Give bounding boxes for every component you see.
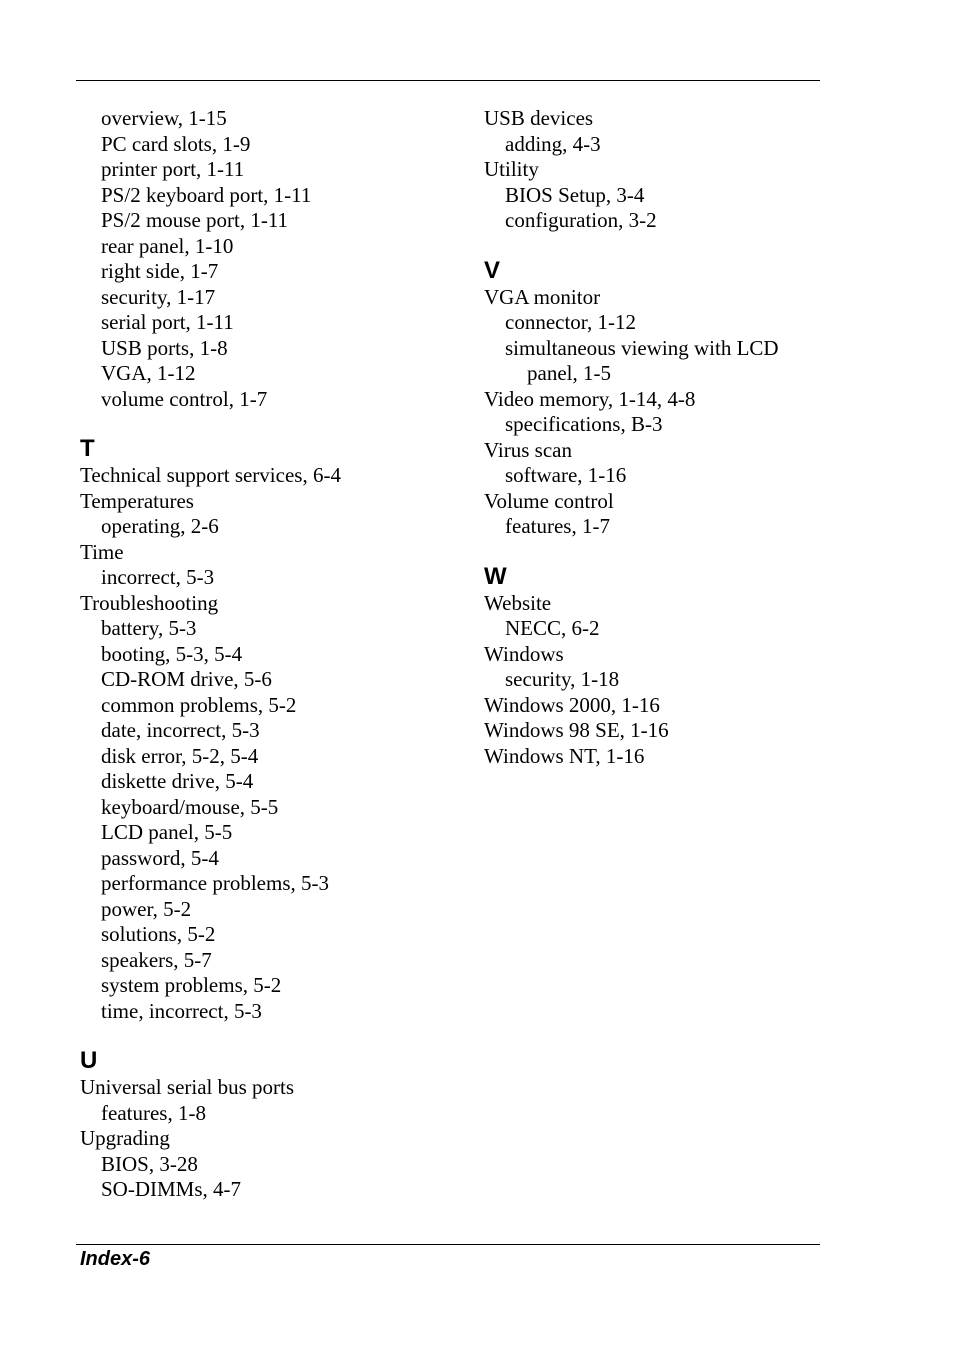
index-column-right bbox=[484, 106, 824, 769]
index-subentry: connector, 1-12 bbox=[505, 310, 636, 334]
index-subentry: serial port, 1-11 bbox=[101, 310, 234, 334]
index-entry: Troubleshooting bbox=[80, 590, 219, 615]
index-entry: Windows NT, 1-16 bbox=[484, 743, 645, 768]
index-subentry: performance problems, 5-3 bbox=[101, 871, 329, 895]
index-subentry: volume control, 1-7 bbox=[101, 386, 268, 411]
index-subentry: time, incorrect, 5-3 bbox=[101, 998, 262, 1023]
index-entry: Website bbox=[484, 590, 552, 615]
index-subentry: security, 1-17 bbox=[101, 284, 216, 309]
index-column-left bbox=[80, 106, 460, 1203]
index-entry: USB devices bbox=[484, 106, 594, 130]
index-entry: Time bbox=[80, 539, 124, 564]
index-subentry: SO-DIMMs, 4-7 bbox=[101, 1177, 242, 1201]
index-entry: Virus scan bbox=[484, 437, 572, 462]
index-entry: Upgrading bbox=[80, 1126, 170, 1150]
index-subentry: LCD panel, 5-5 bbox=[101, 820, 233, 844]
index-entry: Windows 98 SE, 1-16 bbox=[484, 718, 669, 742]
index-subentry: adding, 4-3 bbox=[505, 131, 601, 156]
section-letter-t: T bbox=[80, 435, 95, 462]
index-subentry: BIOS Setup, 3-4 bbox=[505, 182, 645, 207]
index-subentry: booting, 5-3, 5-4 bbox=[101, 641, 243, 666]
index-subentry: incorrect, 5-3 bbox=[101, 565, 215, 589]
index-entry: Volume control bbox=[484, 488, 614, 513]
index-subentry: features, 1-7 bbox=[505, 514, 610, 538]
index-subentry: simultaneous viewing with LCD bbox=[505, 335, 779, 360]
index-subentry: PS/2 mouse port, 1-11 bbox=[101, 208, 289, 232]
index-entry: Windows 2000, 1-16 bbox=[484, 692, 660, 717]
index-subentry: password, 5-4 bbox=[101, 845, 219, 870]
index-subentry: USB ports, 1-8 bbox=[101, 335, 228, 360]
index-subentry: date, incorrect, 5-3 bbox=[101, 718, 260, 742]
index-subentry: disk error, 5-2, 5-4 bbox=[101, 743, 259, 768]
index-entry: Utility bbox=[484, 157, 539, 181]
index-entry: VGA monitor bbox=[484, 284, 601, 309]
index-subentry: features, 1-8 bbox=[101, 1100, 206, 1125]
index-entry: Temperatures bbox=[80, 488, 194, 513]
index-subentry: power, 5-2 bbox=[101, 896, 192, 921]
section-u-entries bbox=[80, 1075, 460, 1203]
index-subentry: security, 1-18 bbox=[505, 667, 620, 691]
index-subentry: common problems, 5-2 bbox=[101, 692, 297, 717]
index-subentry-continuation: panel, 1-5 bbox=[527, 361, 611, 385]
index-subentry: overview, 1-15 bbox=[101, 106, 227, 130]
index-subentry: VGA, 1-12 bbox=[101, 361, 196, 385]
continued-entries bbox=[484, 106, 824, 234]
continued-entries bbox=[80, 106, 460, 412]
index-subentry: BIOS, 3-28 bbox=[101, 1151, 198, 1176]
section-letter-w: W bbox=[484, 562, 507, 590]
index-subentry: configuration, 3-2 bbox=[505, 208, 657, 232]
section-w-entries bbox=[484, 591, 824, 770]
index-entry: Windows bbox=[484, 641, 564, 666]
index-entry: Video memory, 1-14, 4-8 bbox=[484, 386, 696, 411]
section-letter-v: V bbox=[484, 256, 501, 284]
index-entry: Universal serial bus ports bbox=[80, 1075, 295, 1099]
page-number: Index-6 bbox=[80, 1248, 151, 1270]
section-t-entries bbox=[80, 463, 460, 1024]
index-subentry: CD-ROM drive, 5-6 bbox=[101, 667, 272, 691]
index-subentry: operating, 2-6 bbox=[101, 514, 219, 538]
index-subentry: system problems, 5-2 bbox=[101, 973, 282, 997]
index-subentry: solutions, 5-2 bbox=[101, 922, 216, 946]
index-subentry: diskette drive, 5-4 bbox=[101, 769, 254, 793]
index-subentry: speakers, 5-7 bbox=[101, 947, 212, 972]
section-letter-u: U bbox=[80, 1047, 98, 1074]
index-subentry: battery, 5-3 bbox=[101, 616, 197, 640]
index-subentry: printer port, 1-11 bbox=[101, 157, 245, 181]
index-subentry: software, 1-16 bbox=[505, 463, 627, 487]
index-subentry: right side, 1-7 bbox=[101, 259, 219, 283]
index-subentry: NECC, 6-2 bbox=[505, 616, 600, 640]
index-subentry: keyboard/mouse, 5-5 bbox=[101, 794, 279, 819]
footer-rule bbox=[76, 1244, 820, 1245]
index-subentry: specifications, B-3 bbox=[505, 412, 663, 436]
section-v-entries bbox=[484, 285, 824, 540]
index-subentry: PC card slots, 1-9 bbox=[101, 131, 251, 156]
index-subentry: PS/2 keyboard port, 1-11 bbox=[101, 182, 312, 207]
header-rule bbox=[76, 80, 820, 81]
index-subentry: rear panel, 1-10 bbox=[101, 233, 234, 258]
index-entry: Technical support services, 6-4 bbox=[80, 463, 341, 487]
